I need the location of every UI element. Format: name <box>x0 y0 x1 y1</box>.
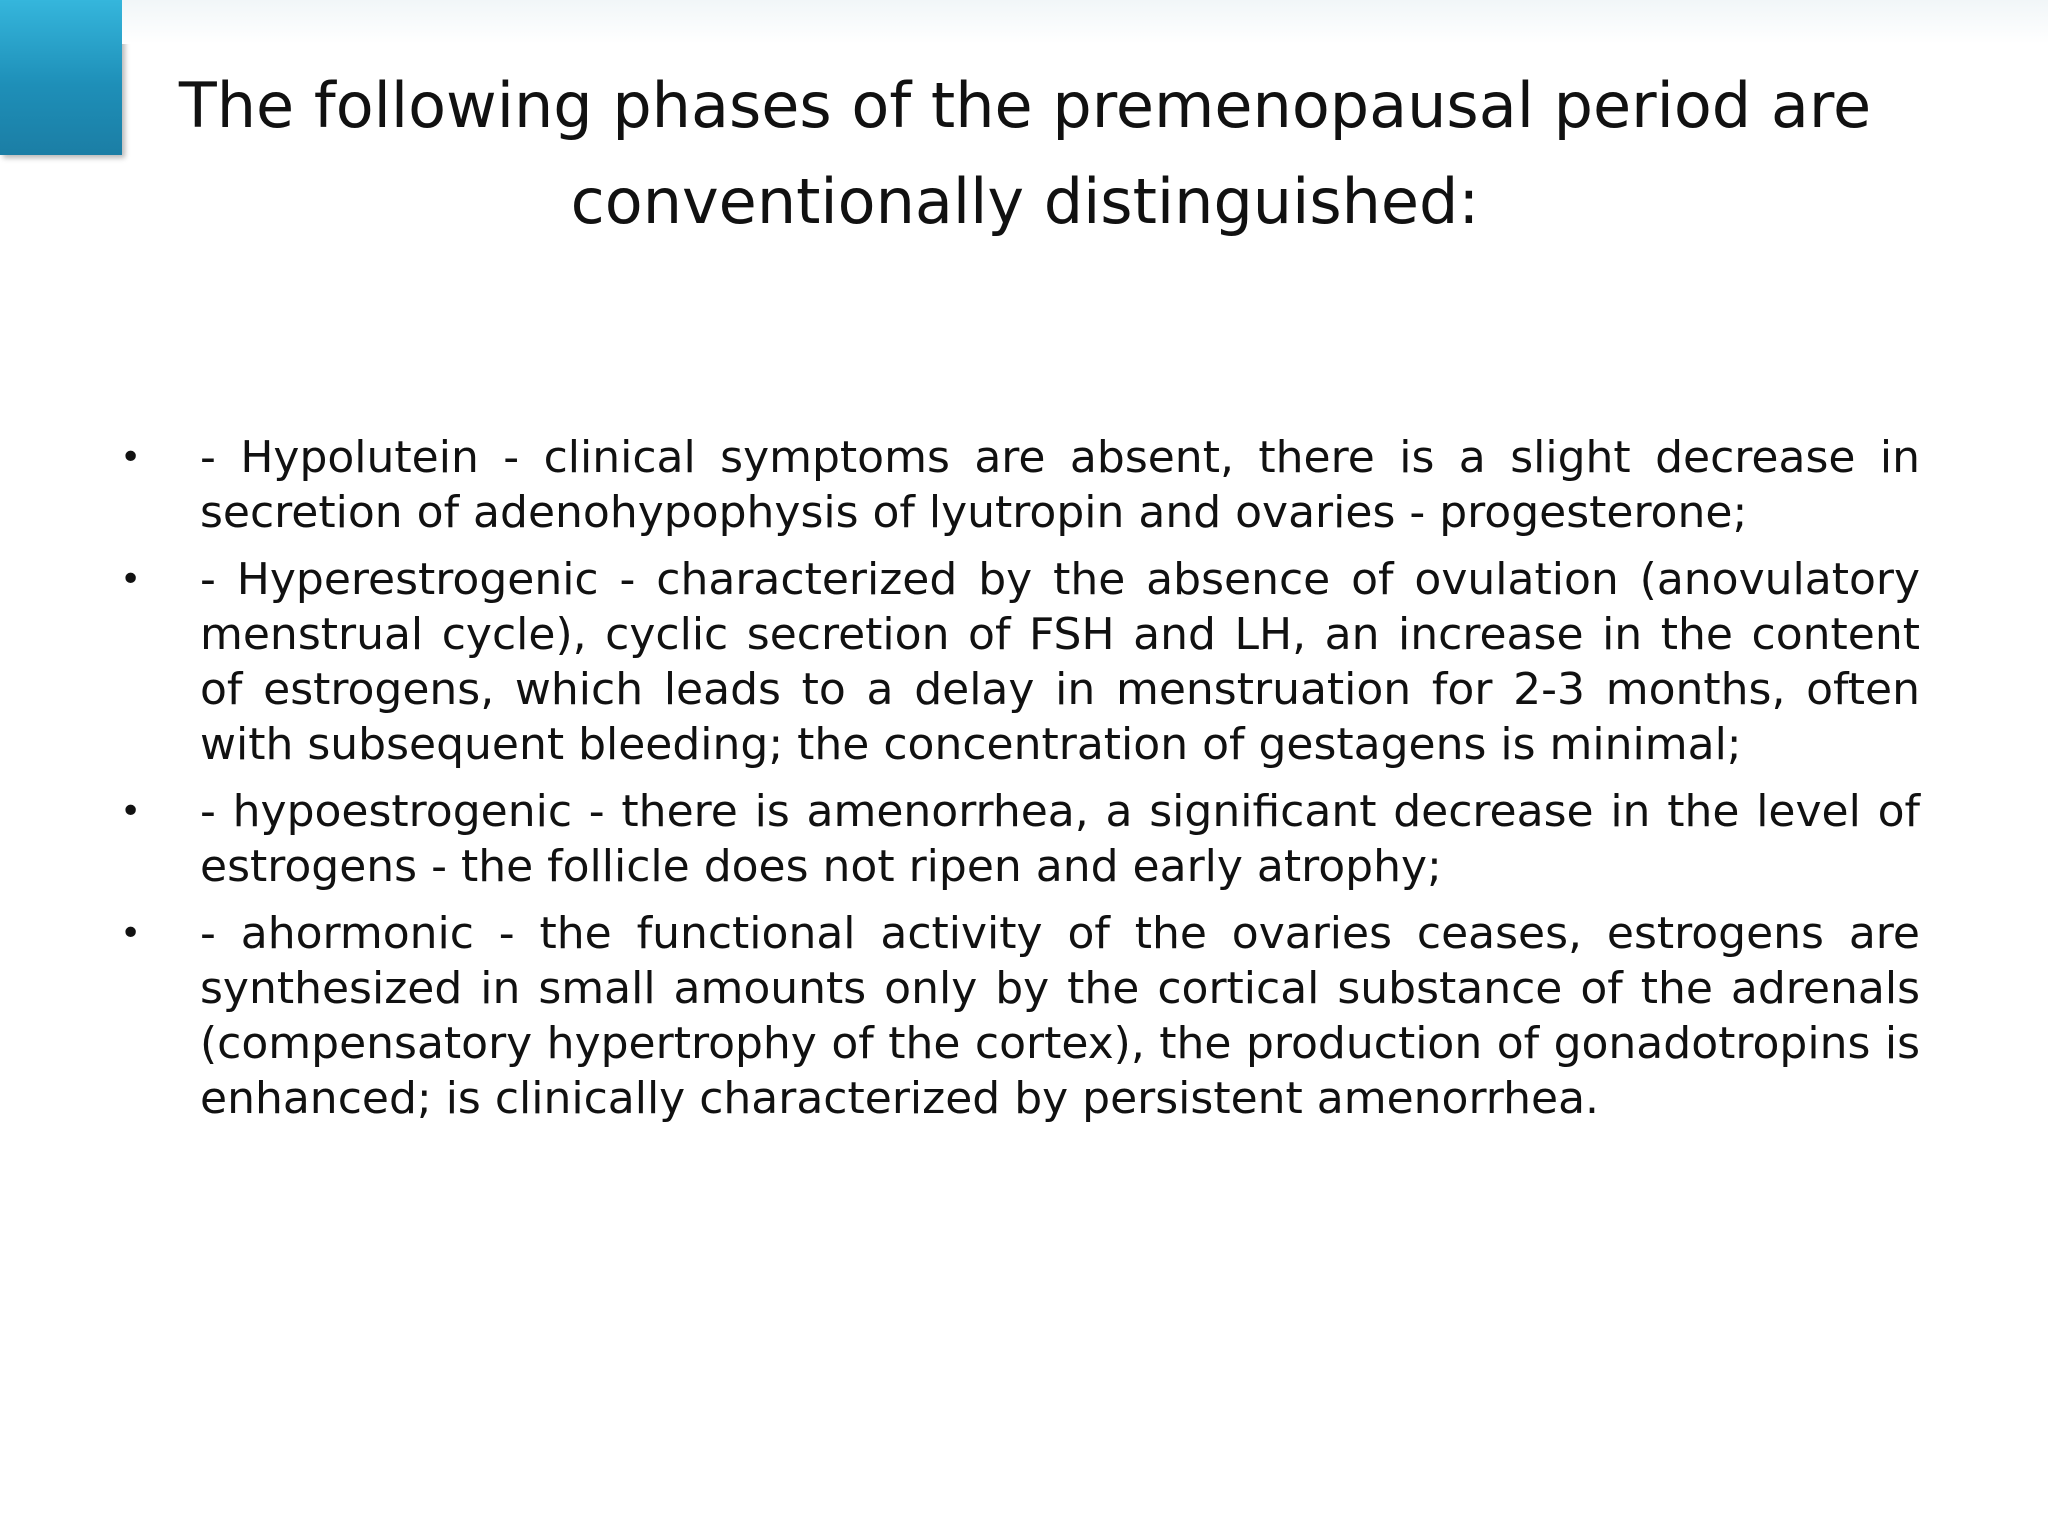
slide-title: The following phases of the premenopausal period are conventionally distinguished: <box>178 69 1872 238</box>
bullet-item-hypoestrogenic <box>120 784 1920 894</box>
bullet-text: - hypoestrogenic - there is amenorrhea, a significant decrease in the level of estrogens - the follicle does not ripen and early atrophy; <box>200 786 1920 892</box>
bullet-text: - Hypolutein - clinical symptoms are absent, there is a slight decrease in secretion of adenohypophysis of lyutropin and ovaries - progesterone; <box>200 432 1920 538</box>
bullet-dot-icon: • <box>120 791 142 832</box>
bullet-item-hyperestrogenic <box>120 552 1920 772</box>
bullet-dot-icon: • <box>120 559 142 600</box>
bullet-item-ahormonic <box>120 906 1920 1126</box>
bullet-text: - Hyperestrogenic - characterized by the absence of ovulation (anovulatory menstrual cycle), cyclic secretion of FSH and LH, an increase in the content of estrogens, which leads to a delay in menstruation for 2-3 months, often with subsequent bleeding; the concentration of gestagens is minimal; <box>200 554 1920 770</box>
bullet-dot-icon: • <box>120 437 142 478</box>
bullet-text: - ahormonic - the functional activity of the ovaries ceases, estrogens are synthesized in small amounts only by the cortical substance of the adrenals (compensatory hypertrophy of the cortex), the production of gonadotropins is enhanced; is clinically characterized by persistent amenorrhea. <box>200 908 1920 1124</box>
top-shade <box>122 0 2048 44</box>
bullet-list <box>120 430 1920 1138</box>
bullet-dot-icon: • <box>120 913 142 954</box>
bullet-item-hypolutein <box>120 430 1920 540</box>
accent-block <box>0 0 122 155</box>
